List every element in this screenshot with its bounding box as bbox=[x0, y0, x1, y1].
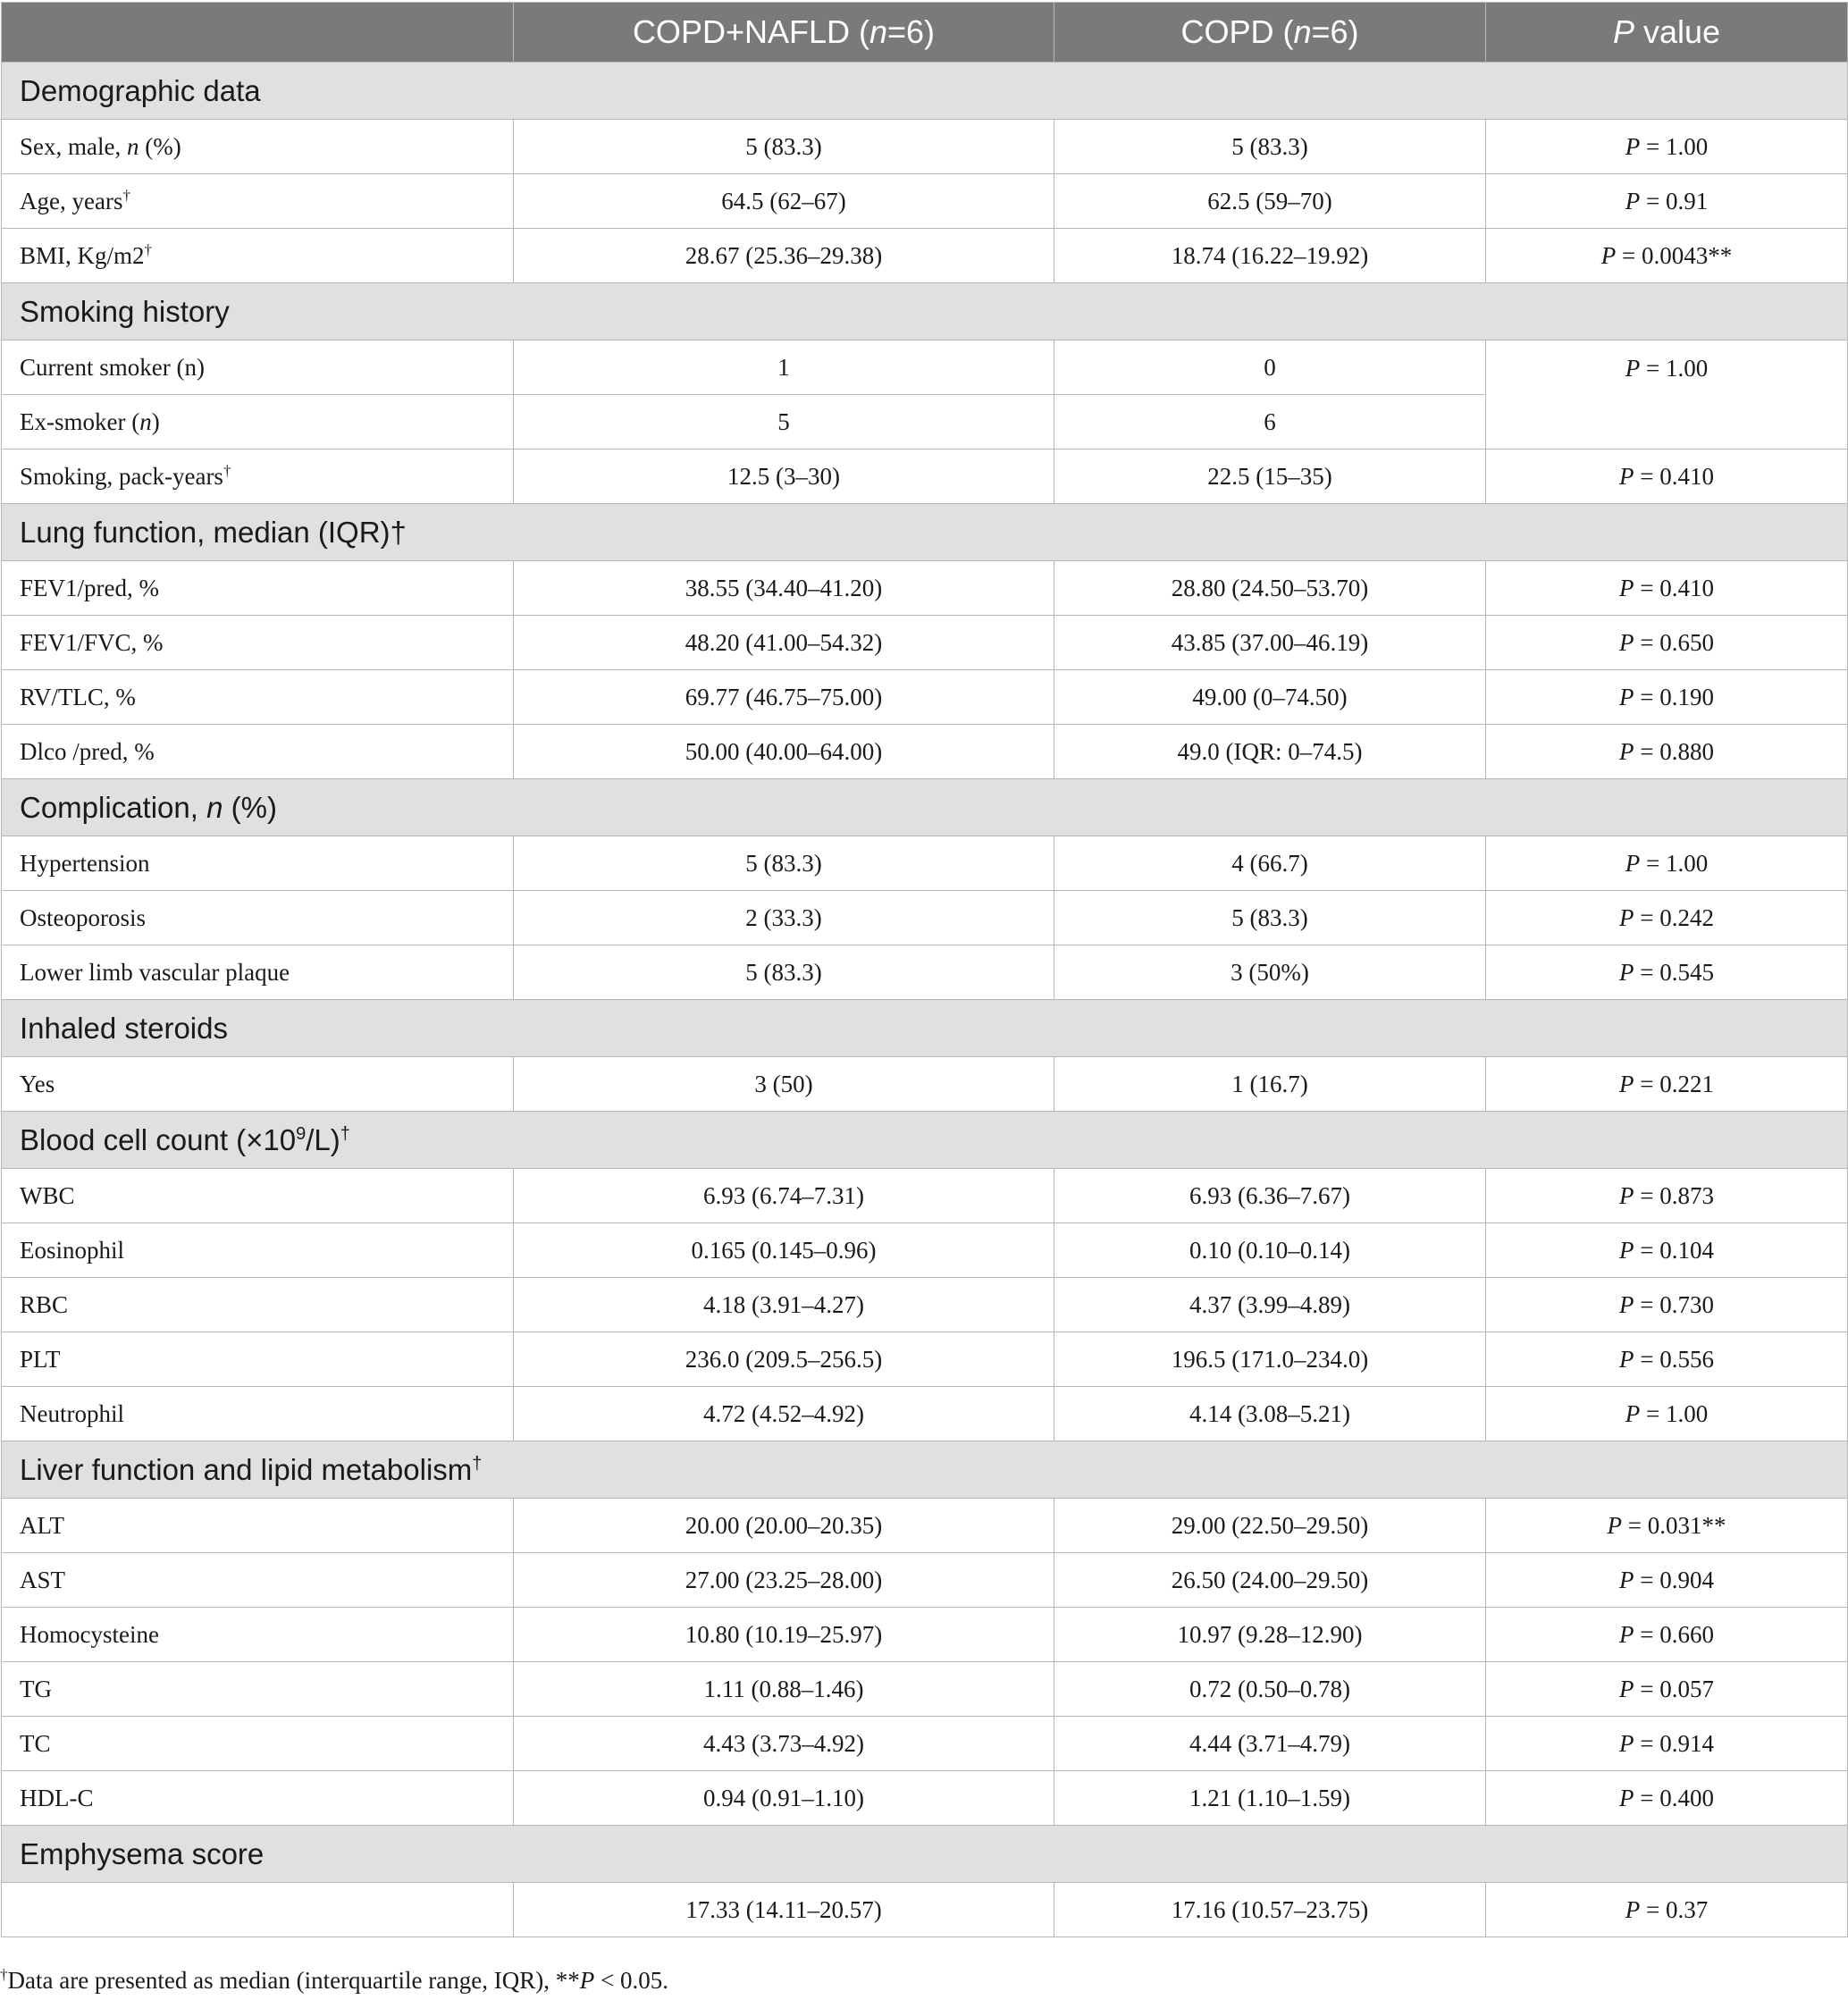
header-copd-nafld-suffix: =6) bbox=[887, 13, 936, 50]
cell-copd-value: 28.80 (24.50–53.70) bbox=[1054, 561, 1486, 616]
table-row bbox=[2, 725, 1848, 779]
cell-copd-value: 18.74 (16.22–19.92) bbox=[1054, 229, 1486, 283]
row-label-italic: n bbox=[139, 407, 152, 435]
p-letter: P bbox=[1619, 574, 1634, 601]
footnote-text-after: < 0.05. bbox=[594, 1967, 668, 1994]
cell-p-value bbox=[1486, 1387, 1848, 1441]
table-row bbox=[2, 670, 1848, 725]
section-title-prefix: Blood cell count (×10 bbox=[20, 1122, 297, 1156]
table-footnote bbox=[0, 1966, 668, 1995]
row-label-text: Osteoporosis bbox=[20, 903, 146, 931]
section-title-sup: 9 bbox=[296, 1123, 307, 1144]
cell-copd-nafld-value: 50.00 (40.00–64.00) bbox=[514, 725, 1054, 779]
row-label-text: TG bbox=[20, 1675, 52, 1702]
p-letter: P bbox=[1619, 462, 1634, 490]
section-title bbox=[2, 779, 1848, 836]
section-title bbox=[2, 1000, 1848, 1057]
cell-copd-value: 4.37 (3.99–4.89) bbox=[1054, 1278, 1486, 1332]
row-label-suffix: (%) bbox=[139, 132, 181, 160]
cell-p-value bbox=[1486, 120, 1848, 174]
cell-p-value bbox=[1486, 340, 1848, 449]
section-title-suffix: (%) bbox=[223, 790, 277, 824]
p-letter: P bbox=[1619, 1729, 1634, 1757]
cell-copd-nafld-value: 4.72 (4.52–4.92) bbox=[514, 1387, 1054, 1441]
footnote-text-before: Data are presented as median (interquartile range, IQR), ** bbox=[7, 1967, 580, 1994]
p-value-text: = 1.00 bbox=[1640, 132, 1709, 160]
cell-copd-nafld-value: 64.5 (62–67) bbox=[514, 174, 1054, 229]
p-letter: P bbox=[1619, 683, 1634, 710]
section-title bbox=[2, 283, 1848, 340]
table-row bbox=[2, 1223, 1848, 1278]
section-title-italic: n bbox=[206, 790, 223, 824]
section-title-text: Emphysema score bbox=[20, 1836, 265, 1870]
table-row bbox=[2, 229, 1848, 283]
cell-p-value bbox=[1486, 1223, 1848, 1278]
p-letter: P bbox=[1619, 1070, 1634, 1097]
p-value-text: = 0.91 bbox=[1640, 187, 1709, 214]
row-label bbox=[2, 561, 514, 616]
row-label-text: Ex-smoker ( bbox=[20, 407, 140, 435]
row-label-text: Current smoker (n) bbox=[20, 353, 205, 381]
header-copd-prefix: COPD ( bbox=[1180, 13, 1294, 50]
row-label bbox=[2, 340, 514, 395]
header-copd-nafld-n: n bbox=[869, 13, 888, 50]
row-label-text: PLT bbox=[20, 1345, 61, 1373]
cell-copd-nafld-value: 5 (83.3) bbox=[514, 836, 1054, 891]
cell-p-value bbox=[1486, 1553, 1848, 1608]
table-row bbox=[2, 1717, 1848, 1771]
p-value-text: = 1.00 bbox=[1640, 849, 1709, 877]
header-p-value bbox=[1486, 3, 1848, 63]
row-label bbox=[2, 1223, 514, 1278]
cell-p-value bbox=[1486, 1499, 1848, 1553]
p-letter: P bbox=[1625, 355, 1641, 382]
cell-copd-value: 6.93 (6.36–7.67) bbox=[1054, 1169, 1486, 1223]
cell-copd-nafld-value: 236.0 (209.5–256.5) bbox=[514, 1332, 1054, 1387]
table-row bbox=[2, 1278, 1848, 1332]
row-label bbox=[2, 945, 514, 1000]
cell-copd-value: 10.97 (9.28–12.90) bbox=[1054, 1608, 1486, 1662]
row-label bbox=[2, 891, 514, 945]
row-label-text: Sex, male, bbox=[20, 132, 127, 160]
p-letter: P bbox=[1625, 132, 1641, 160]
cell-copd-value: 0.72 (0.50–0.78) bbox=[1054, 1662, 1486, 1717]
p-value-text: = 0.410 bbox=[1634, 462, 1714, 490]
section-header-row bbox=[2, 63, 1848, 120]
table-row bbox=[2, 945, 1848, 1000]
p-letter: P bbox=[1619, 628, 1634, 656]
section-header-row bbox=[2, 1441, 1848, 1499]
table-body bbox=[2, 63, 1848, 1937]
row-label-text: BMI, Kg/m2 bbox=[20, 242, 145, 269]
row-label-text: Lower limb vascular plaque bbox=[20, 958, 290, 986]
p-value-text: = 0.904 bbox=[1634, 1566, 1714, 1593]
cell-p-value bbox=[1486, 616, 1848, 670]
cell-copd-nafld-value: 1.11 (0.88–1.46) bbox=[514, 1662, 1054, 1717]
section-title bbox=[2, 1112, 1848, 1169]
row-label bbox=[2, 1387, 514, 1441]
row-label bbox=[2, 616, 514, 670]
row-label bbox=[2, 1608, 514, 1662]
section-title bbox=[2, 1826, 1848, 1883]
p-letter: P bbox=[1619, 737, 1634, 765]
section-title-suffix: /L) bbox=[306, 1122, 340, 1156]
cell-copd-nafld-value: 5 (83.3) bbox=[514, 945, 1054, 1000]
cell-copd-value: 49.0 (IQR: 0–74.5) bbox=[1054, 725, 1486, 779]
row-label bbox=[2, 670, 514, 725]
table-row bbox=[2, 891, 1848, 945]
section-title-dagger: † bbox=[340, 1123, 350, 1144]
row-label bbox=[2, 1883, 514, 1937]
section-title bbox=[2, 63, 1848, 120]
p-value-text: = 0.660 bbox=[1634, 1620, 1714, 1648]
p-letter: P bbox=[1625, 849, 1641, 877]
cell-copd-value: 29.00 (22.50–29.50) bbox=[1054, 1499, 1486, 1553]
table-row bbox=[2, 1332, 1848, 1387]
cell-copd-nafld-value: 3 (50) bbox=[514, 1057, 1054, 1112]
header-copd-n: n bbox=[1293, 13, 1312, 50]
cell-p-value bbox=[1486, 1332, 1848, 1387]
p-letter: P bbox=[1619, 1345, 1634, 1373]
row-label-text: Dlco /pred, % bbox=[20, 737, 155, 765]
header-copd-nafld-prefix: COPD+NAFLD ( bbox=[632, 13, 869, 50]
clinical-characteristics-table bbox=[1, 2, 1848, 1937]
cell-copd-value: 3 (50%) bbox=[1054, 945, 1486, 1000]
cell-copd-nafld-value: 38.55 (34.40–41.20) bbox=[514, 561, 1054, 616]
table-row bbox=[2, 1608, 1848, 1662]
table-row bbox=[2, 836, 1848, 891]
cell-copd-value: 4 (66.7) bbox=[1054, 836, 1486, 891]
cell-copd-value: 0 bbox=[1054, 340, 1486, 395]
row-label bbox=[2, 1662, 514, 1717]
cell-p-value bbox=[1486, 836, 1848, 891]
row-label-text: Smoking, pack-years bbox=[20, 463, 223, 490]
row-label-text: Eosinophil bbox=[20, 1236, 125, 1264]
section-title bbox=[2, 504, 1848, 561]
row-label-text: Neutrophil bbox=[20, 1399, 124, 1427]
section-header-row bbox=[2, 283, 1848, 340]
table-row bbox=[2, 340, 1848, 395]
table-row bbox=[2, 561, 1848, 616]
row-label bbox=[2, 229, 514, 283]
cell-p-value bbox=[1486, 1717, 1848, 1771]
cell-p-value bbox=[1486, 1278, 1848, 1332]
p-letter: P bbox=[1619, 1620, 1634, 1648]
section-header-row bbox=[2, 1112, 1848, 1169]
section-title-text: Liver function and lipid metabolism bbox=[20, 1452, 473, 1486]
row-label bbox=[2, 1553, 514, 1608]
cell-p-value bbox=[1486, 561, 1848, 616]
cell-copd-value: 4.14 (3.08–5.21) bbox=[1054, 1387, 1486, 1441]
table-row bbox=[2, 449, 1848, 504]
cell-copd-nafld-value: 28.67 (25.36–29.38) bbox=[514, 229, 1054, 283]
section-header-row bbox=[2, 504, 1848, 561]
cell-copd-value: 1.21 (1.10–1.59) bbox=[1054, 1771, 1486, 1826]
section-title-text: Inhaled steroids bbox=[20, 1011, 228, 1045]
table-row bbox=[2, 1499, 1848, 1553]
cell-copd-nafld-value: 10.80 (10.19–25.97) bbox=[514, 1608, 1054, 1662]
cell-copd-value: 0.10 (0.10–0.14) bbox=[1054, 1223, 1486, 1278]
cell-copd-nafld-value: 12.5 (3–30) bbox=[514, 449, 1054, 504]
p-value-text: = 0.873 bbox=[1634, 1181, 1714, 1209]
cell-copd-value: 4.44 (3.71–4.79) bbox=[1054, 1717, 1486, 1771]
cell-copd-value: 22.5 (15–35) bbox=[1054, 449, 1486, 504]
header-p-letter: P bbox=[1612, 13, 1634, 50]
p-letter: P bbox=[1619, 1181, 1634, 1209]
cell-copd-value: 196.5 (171.0–234.0) bbox=[1054, 1332, 1486, 1387]
cell-p-value bbox=[1486, 891, 1848, 945]
cell-p-value bbox=[1486, 725, 1848, 779]
row-label-text: Hypertension bbox=[20, 849, 150, 877]
p-letter: P bbox=[1619, 1290, 1634, 1318]
cell-copd-nafld-value: 0.94 (0.91–1.10) bbox=[514, 1771, 1054, 1826]
p-letter: P bbox=[1619, 958, 1634, 986]
cell-copd-nafld-value: 69.77 (46.75–75.00) bbox=[514, 670, 1054, 725]
cell-copd-nafld-value: 48.20 (41.00–54.32) bbox=[514, 616, 1054, 670]
row-label bbox=[2, 174, 514, 229]
table-row bbox=[2, 1883, 1848, 1937]
cell-p-value bbox=[1486, 945, 1848, 1000]
cell-copd-value: 26.50 (24.00–29.50) bbox=[1054, 1553, 1486, 1608]
cell-copd-nafld-value: 17.33 (14.11–20.57) bbox=[514, 1883, 1054, 1937]
cell-p-value bbox=[1486, 1169, 1848, 1223]
p-value-text: = 0.221 bbox=[1634, 1070, 1714, 1097]
cell-copd-value: 5 (83.3) bbox=[1054, 891, 1486, 945]
row-label bbox=[2, 1499, 514, 1553]
row-label-text: Yes bbox=[20, 1070, 55, 1097]
p-letter: P bbox=[1625, 187, 1641, 214]
cell-copd-nafld-value: 27.00 (23.25–28.00) bbox=[514, 1553, 1054, 1608]
cell-p-value bbox=[1486, 1662, 1848, 1717]
cell-p-value bbox=[1486, 174, 1848, 229]
row-label-text: Age, years bbox=[20, 188, 123, 214]
p-value-text: = 0.400 bbox=[1634, 1784, 1714, 1811]
row-label-italic: n bbox=[126, 132, 139, 160]
header-blank-cell bbox=[2, 3, 514, 63]
header-copd-suffix: =6) bbox=[1311, 13, 1359, 50]
footnote-dagger: † bbox=[0, 1966, 8, 1983]
row-label-text: HDL-C bbox=[20, 1784, 94, 1811]
table-header bbox=[2, 3, 1848, 63]
row-label-text: TC bbox=[20, 1729, 51, 1757]
cell-p-value bbox=[1486, 1883, 1848, 1937]
p-value-text: = 0.880 bbox=[1634, 737, 1714, 765]
section-title-prefix: Complication, bbox=[20, 790, 207, 824]
row-label-suffix: ) bbox=[151, 407, 160, 435]
section-title-text: Demographic data bbox=[20, 73, 261, 107]
section-header-row bbox=[2, 1000, 1848, 1057]
cell-p-value bbox=[1486, 449, 1848, 504]
p-value-text: = 0.914 bbox=[1634, 1729, 1714, 1757]
cell-p-value bbox=[1486, 229, 1848, 283]
p-value-text: = 0.0043** bbox=[1616, 241, 1733, 269]
row-label bbox=[2, 395, 514, 449]
row-label bbox=[2, 449, 514, 504]
section-header-row bbox=[2, 1826, 1848, 1883]
p-letter: P bbox=[1619, 1675, 1634, 1702]
header-copd-nafld bbox=[514, 3, 1054, 63]
cell-p-value bbox=[1486, 1771, 1848, 1826]
cell-copd-nafld-value: 6.93 (6.74–7.31) bbox=[514, 1169, 1054, 1223]
cell-copd-value: 17.16 (10.57–23.75) bbox=[1054, 1883, 1486, 1937]
row-label bbox=[2, 120, 514, 174]
cell-p-value bbox=[1486, 1608, 1848, 1662]
cell-p-value bbox=[1486, 670, 1848, 725]
p-value-text: = 1.00 bbox=[1640, 1399, 1709, 1427]
p-value-text: = 0.556 bbox=[1634, 1345, 1714, 1373]
row-label bbox=[2, 1717, 514, 1771]
row-label bbox=[2, 1332, 514, 1387]
row-label bbox=[2, 1057, 514, 1112]
p-letter: P bbox=[1625, 1399, 1641, 1427]
p-value-text: = 0.242 bbox=[1634, 903, 1714, 931]
row-label-text: RV/TLC, % bbox=[20, 683, 136, 710]
p-value-text: = 0.190 bbox=[1634, 683, 1714, 710]
table-row bbox=[2, 1771, 1848, 1826]
cell-copd-nafld-value: 5 (83.3) bbox=[514, 120, 1054, 174]
p-letter: P bbox=[1619, 1566, 1634, 1593]
row-label-text: FEV1/FVC, % bbox=[20, 628, 164, 656]
row-label-text: AST bbox=[20, 1566, 66, 1593]
p-letter: P bbox=[1600, 241, 1617, 269]
table-row bbox=[2, 174, 1848, 229]
table-row bbox=[2, 120, 1848, 174]
table-row bbox=[2, 1057, 1848, 1112]
cell-p-value bbox=[1486, 1057, 1848, 1112]
row-label-text: ALT bbox=[20, 1511, 65, 1539]
p-letter: P bbox=[1607, 1511, 1622, 1539]
row-label bbox=[2, 1278, 514, 1332]
cell-copd-value: 62.5 (59–70) bbox=[1054, 174, 1486, 229]
cell-copd-value: 6 bbox=[1054, 395, 1486, 449]
section-title bbox=[2, 1441, 1848, 1499]
cell-copd-value: 1 (16.7) bbox=[1054, 1057, 1486, 1112]
cell-copd-nafld-value: 2 (33.3) bbox=[514, 891, 1054, 945]
p-value-text: = 0.650 bbox=[1634, 628, 1714, 656]
p-letter: P bbox=[1619, 1784, 1634, 1811]
section-title-dagger: † bbox=[472, 1453, 483, 1474]
row-label-dagger: † bbox=[223, 462, 231, 479]
row-label bbox=[2, 725, 514, 779]
p-value-text: = 0.031** bbox=[1622, 1511, 1726, 1539]
p-value-text: = 0.057 bbox=[1634, 1675, 1714, 1702]
cell-copd-value: 5 (83.3) bbox=[1054, 120, 1486, 174]
section-title-text: Lung function, median (IQR)† bbox=[20, 515, 407, 549]
cell-copd-nafld-value: 5 bbox=[514, 395, 1054, 449]
row-label-text: Homocysteine bbox=[20, 1620, 159, 1648]
section-header-row bbox=[2, 779, 1848, 836]
section-title-text: Smoking history bbox=[20, 294, 230, 328]
cell-copd-value: 43.85 (37.00–46.19) bbox=[1054, 616, 1486, 670]
p-letter: P bbox=[1619, 903, 1634, 931]
cell-copd-nafld-value: 4.18 (3.91–4.27) bbox=[514, 1278, 1054, 1332]
p-value-text: = 0.545 bbox=[1634, 958, 1714, 986]
table-row bbox=[2, 1553, 1848, 1608]
header-copd bbox=[1054, 3, 1486, 63]
row-label-text: FEV1/pred, % bbox=[20, 574, 159, 601]
table-row bbox=[2, 616, 1848, 670]
cell-copd-nafld-value: 4.43 (3.73–4.92) bbox=[514, 1717, 1054, 1771]
cell-copd-nafld-value: 20.00 (20.00–20.35) bbox=[514, 1499, 1054, 1553]
cell-copd-value: 49.00 (0–74.50) bbox=[1054, 670, 1486, 725]
header-p-suffix: value bbox=[1634, 13, 1721, 50]
p-value-text: = 0.104 bbox=[1634, 1236, 1714, 1264]
row-label bbox=[2, 1771, 514, 1826]
table-row bbox=[2, 1662, 1848, 1717]
row-label bbox=[2, 836, 514, 891]
p-letter: P bbox=[1619, 1236, 1634, 1264]
p-value-text: = 1.00 bbox=[1640, 355, 1709, 382]
row-label bbox=[2, 1169, 514, 1223]
table-row bbox=[2, 1387, 1848, 1441]
row-label-text: RBC bbox=[20, 1290, 69, 1318]
row-label-text: WBC bbox=[20, 1181, 75, 1209]
p-value-text: = 0.37 bbox=[1640, 1895, 1709, 1923]
row-label-dagger: † bbox=[122, 187, 130, 204]
cell-copd-nafld-value: 0.165 (0.145–0.96) bbox=[514, 1223, 1054, 1278]
row-label-dagger: † bbox=[144, 241, 153, 258]
p-value-text: = 0.410 bbox=[1634, 574, 1714, 601]
header-row bbox=[2, 3, 1848, 63]
table-row bbox=[2, 1169, 1848, 1223]
footnote-italic-p: P bbox=[579, 1967, 595, 1994]
cell-copd-nafld-value: 1 bbox=[514, 340, 1054, 395]
p-value-text: = 0.730 bbox=[1634, 1290, 1714, 1318]
p-letter: P bbox=[1625, 1895, 1641, 1923]
